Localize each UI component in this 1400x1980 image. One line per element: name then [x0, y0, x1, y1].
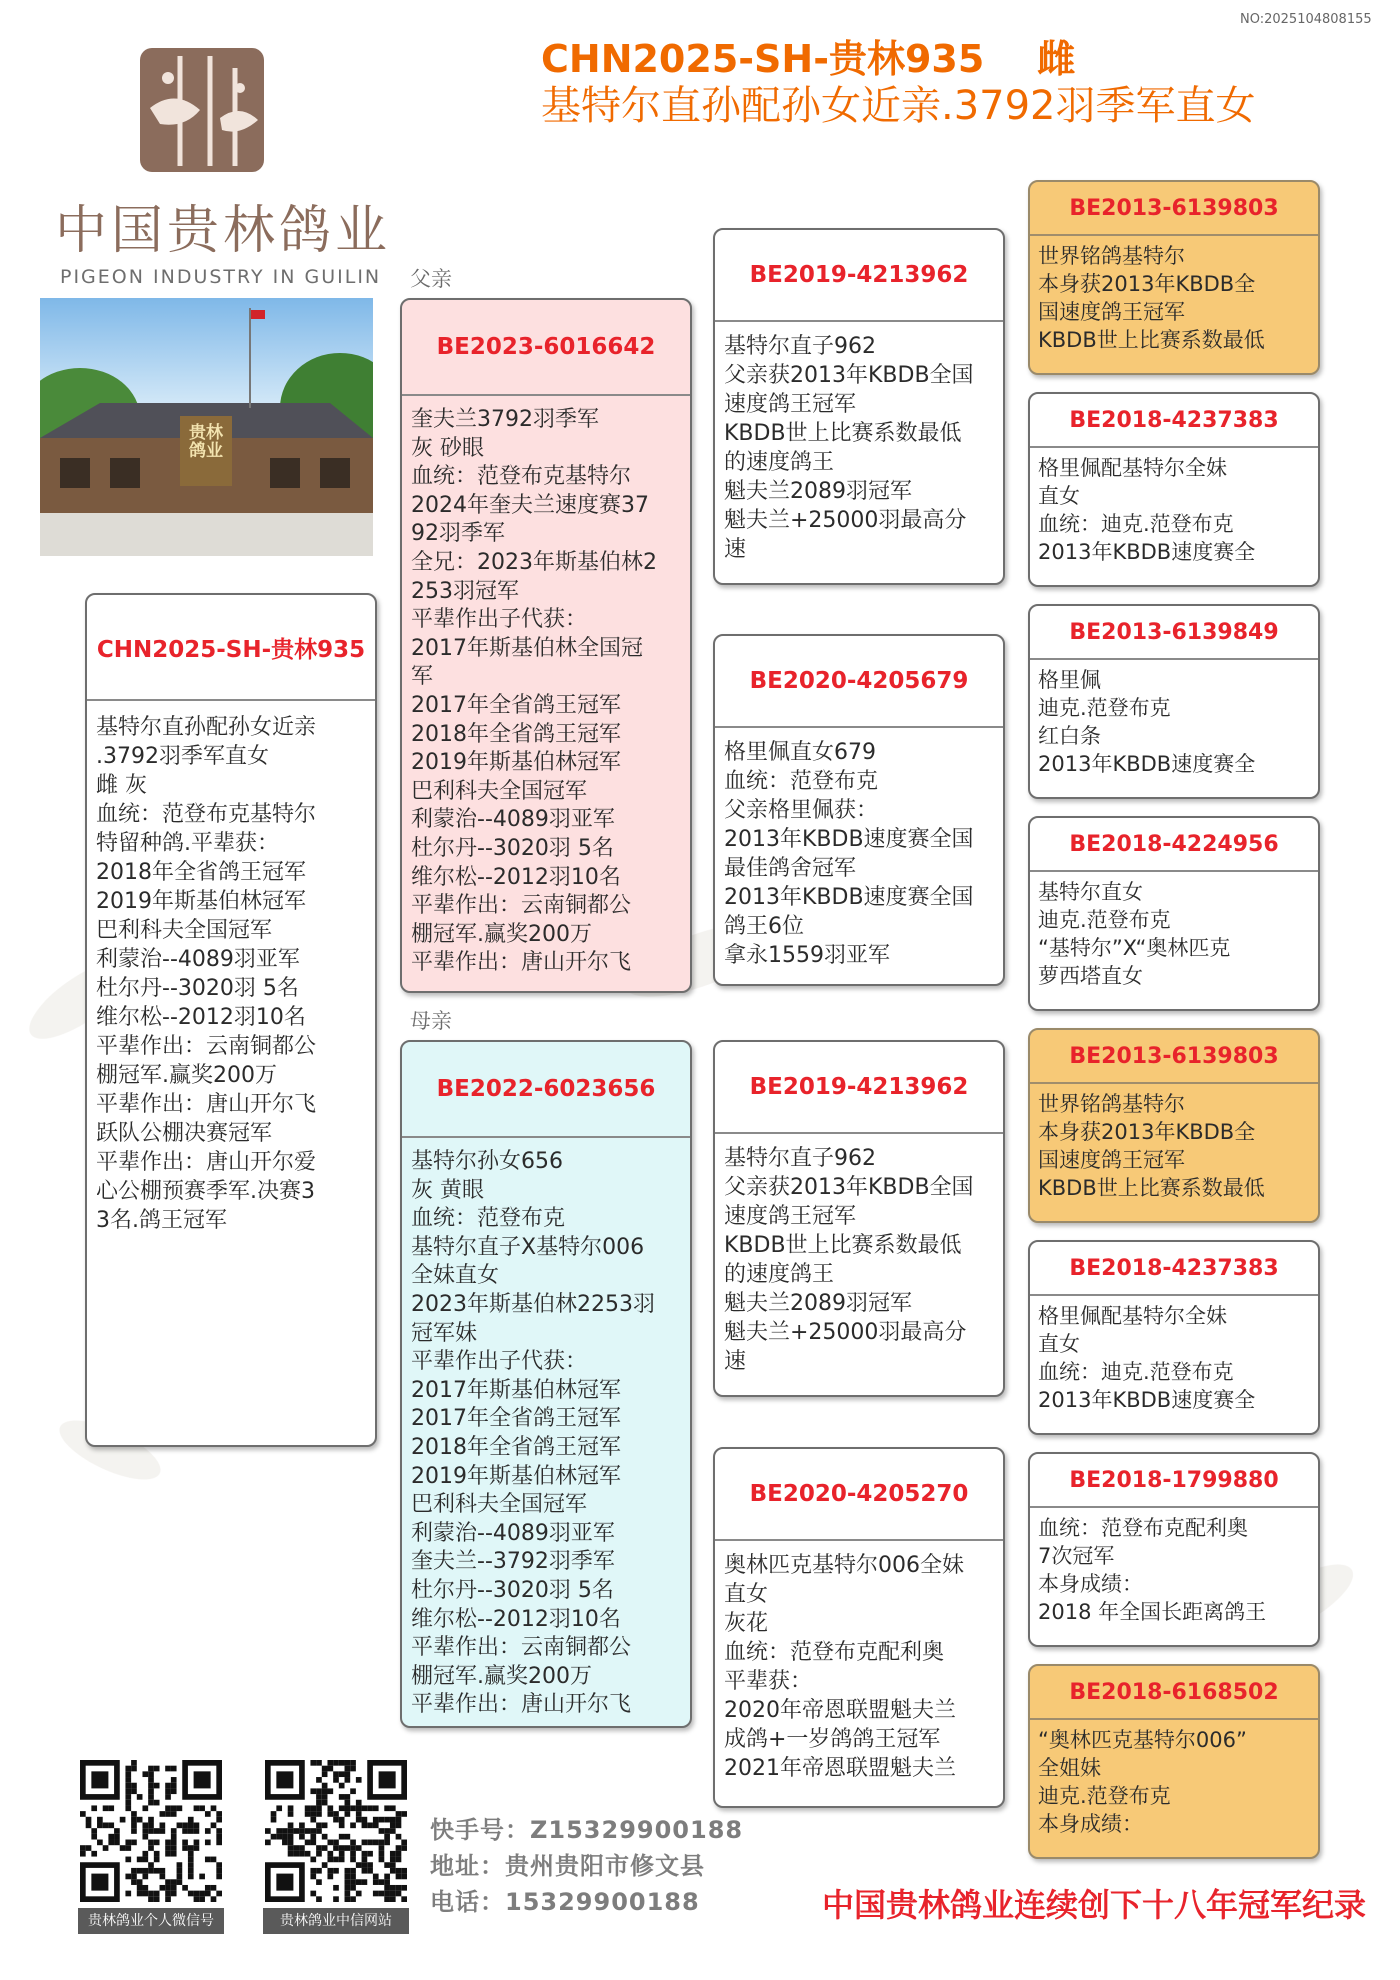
great-grandparent-details	[1030, 1296, 1318, 1414]
detail-line: 利蒙治--4089羽亚军	[411, 1520, 615, 1546]
detail-line: 最佳鸽舍冠军	[724, 856, 857, 881]
detail-line: 平辈作出：唐山开尔飞	[411, 950, 632, 976]
phone: 电话：15329900188	[430, 1888, 700, 1916]
detail-line: 巴利科夫全国冠军	[411, 1492, 588, 1518]
detail-line: 杜尔丹--3020羽 5名	[411, 835, 614, 861]
detail-line: 2017年全省鸽王冠军	[411, 1406, 621, 1432]
grandparent-card	[713, 1447, 1005, 1808]
detail-line: 平辈作出：唐山开尔爱	[96, 1150, 317, 1175]
detail-line: 成鸽+一岁鸽鸽王冠军	[724, 1727, 941, 1752]
detail-line: 基特尔直女	[1038, 880, 1143, 904]
detail-line: 利蒙治--4089羽亚军	[411, 807, 615, 833]
great-grandparent-details	[1030, 660, 1318, 778]
detail-line: 鸽王6位	[724, 914, 804, 939]
detail-line: 维尔松--2012羽10名	[411, 1606, 621, 1632]
great-grandparent-ring: BE2013-6139803	[1030, 1030, 1318, 1084]
great-grandparent-card	[1028, 1028, 1320, 1223]
grandparent-ring: BE2019-4213962	[715, 1042, 1003, 1134]
detail-line: 世界铭鸽基特尔	[1038, 1092, 1185, 1116]
father-label: 父亲	[410, 267, 452, 291]
qr-code-icon[interactable]	[265, 1760, 407, 1902]
detail-line: 2018 年全国长距离鸽王	[1038, 1600, 1267, 1624]
detail-line: 父亲格里佩获：	[724, 798, 879, 823]
detail-line: 格里佩配基特尔全妹	[1038, 1304, 1227, 1328]
brand-name-cn: 中国贵林鸽业	[55, 201, 392, 261]
detail-line: 红白条	[1038, 724, 1101, 748]
detail-line: 血统：范登布克配利奥	[724, 1640, 945, 1665]
detail-line: 92羽季军	[411, 521, 505, 547]
great-grandparent-details	[1030, 236, 1318, 354]
detail-line: 基特尔直子X基特尔006	[411, 1234, 645, 1260]
detail-line: KBDB世上比赛系数最低	[1038, 1176, 1265, 1200]
detail-line: 冠军妹	[411, 1320, 478, 1346]
grandparent-details	[715, 1134, 1003, 1376]
detail-line: 奎夫兰--3792羽季军	[411, 1549, 615, 1575]
great-grandparent-details	[1030, 872, 1318, 990]
great-grandparent-card	[1028, 1452, 1320, 1647]
detail-line: 萝西塔直女	[1038, 964, 1143, 988]
detail-line: 格里佩	[1038, 668, 1101, 692]
detail-line: 特留种鸽.平辈获：	[96, 831, 279, 856]
document-number: NO:2025104808155	[1240, 12, 1372, 27]
detail-line: 平辈作出：云南铜都公	[96, 1034, 317, 1059]
mother-label: 母亲	[410, 1009, 452, 1033]
detail-line: 平辈作出子代获：	[411, 607, 588, 633]
detail-line: 杜尔丹--3020羽 5名	[411, 1577, 614, 1603]
great-grandparent-ring: BE2018-4237383	[1030, 1242, 1318, 1296]
detail-line: 棚冠军.赢奖200万	[411, 921, 592, 947]
detail-line: 2018年全省鸽王冠军	[411, 721, 621, 747]
grandparent-ring: BE2020-4205679	[715, 636, 1003, 728]
detail-line: “奥林匹克基特尔006”	[1038, 1728, 1247, 1752]
detail-line: 巴利科夫全国冠军	[96, 918, 273, 943]
address: 地址：贵州贵阳市修文县	[430, 1852, 705, 1880]
great-grandparent-card	[1028, 1664, 1320, 1859]
detail-line: 灰 黄眼	[411, 1177, 484, 1203]
detail-line: 2019年斯基伯林冠军	[96, 889, 306, 914]
detail-line: 2017年斯基伯林全国冠	[411, 635, 643, 661]
detail-line: .3792羽季军直女	[96, 744, 269, 769]
detail-line: 国速度鸽王冠军	[1038, 1148, 1185, 1172]
detail-line: 的速度鸽王	[724, 1262, 835, 1287]
detail-line: 棚冠军.赢奖200万	[96, 1063, 277, 1088]
great-grandparent-card	[1028, 392, 1320, 587]
detail-line: 2020年帝恩联盟魁夫兰	[724, 1698, 956, 1723]
detail-line: 血统：范登布克基特尔	[96, 802, 317, 827]
detail-line: 基特尔直子962	[724, 334, 876, 359]
detail-line: 2018年全省鸽王冠军	[96, 860, 306, 885]
detail-line: 基特尔直子962	[724, 1146, 876, 1171]
mother-ring: BE2022-6023656	[402, 1042, 690, 1138]
bird-branch-logo	[140, 48, 264, 172]
detail-line: KBDB世上比赛系数最低	[724, 1233, 962, 1258]
great-grandparent-ring: BE2018-6168502	[1030, 1666, 1318, 1720]
great-grandparent-card	[1028, 1240, 1320, 1435]
grandparent-ring: BE2019-4213962	[715, 230, 1003, 322]
kuaishou-id: 快手号：Z15329900188	[430, 1816, 744, 1844]
mother-details	[402, 1138, 690, 1720]
detail-line: 2017年斯基伯林冠军	[411, 1377, 621, 1403]
great-grandparent-ring: BE2018-4237383	[1030, 394, 1318, 448]
detail-line: 2013年KBDB速度赛全	[1038, 540, 1256, 564]
detail-line: 魁夫兰+25000羽最高分	[724, 1320, 967, 1345]
great-grandparent-ring: BE2018-1799880	[1030, 1454, 1318, 1508]
grandparent-details	[715, 322, 1003, 564]
detail-line: 2024年奎夫兰速度赛37	[411, 492, 649, 518]
detail-line: 直女	[724, 1582, 769, 1607]
detail-line: KBDB世上比赛系数最低	[1038, 328, 1265, 352]
detail-line: KBDB世上比赛系数最低	[724, 421, 962, 446]
building-photo	[40, 298, 373, 556]
detail-line: 2013年KBDB速度赛全国	[724, 885, 974, 910]
page-title: CHN2025-SH-贵林935 雌	[541, 37, 1076, 81]
great-grandparent-ring: BE2013-6139803	[1030, 182, 1318, 236]
great-grandparent-card	[1028, 604, 1320, 799]
detail-line: 迪克.范登布克	[1038, 696, 1171, 720]
detail-line: 本身获2013年KBDB全	[1038, 272, 1256, 296]
detail-line: 灰 砂眼	[411, 435, 484, 461]
qr-caption-wechat: 贵林鸽业个人微信号	[78, 1908, 224, 1934]
detail-line: 速	[724, 1349, 747, 1374]
detail-line: 全妹直女	[411, 1263, 500, 1289]
detail-line: 杜尔丹--3020羽 5名	[96, 976, 299, 1001]
great-grandparent-details	[1030, 1720, 1318, 1838]
detail-line: 魁夫兰2089羽冠军	[724, 1291, 912, 1316]
detail-line: 灰花	[724, 1611, 769, 1636]
detail-line: 血统：范登布克	[411, 1206, 566, 1232]
detail-line: 世界铭鸽基特尔	[1038, 244, 1185, 268]
detail-line: 拿永1559羽亚军	[724, 943, 890, 968]
detail-line: 本身成绩：	[1038, 1812, 1143, 1836]
detail-line: 的速度鸽王	[724, 450, 835, 475]
great-grandparent-details	[1030, 448, 1318, 566]
detail-line: 253羽冠军	[411, 578, 519, 604]
detail-line: 平辈作出：云南铜都公	[411, 1635, 632, 1661]
detail-line: 格里佩配基特尔全妹	[1038, 456, 1227, 480]
grandparent-details	[715, 1541, 1003, 1783]
father-ring: BE2023-6016642	[402, 300, 690, 396]
detail-line: 奥林匹克基特尔006全妹	[724, 1553, 964, 1578]
great-grandparent-ring: BE2013-6139849	[1030, 606, 1318, 660]
detail-line: 本身成绩：	[1038, 1572, 1143, 1596]
detail-line: 平辈获：	[724, 1669, 813, 1694]
detail-line: 格里佩直女679	[724, 740, 876, 765]
detail-line: 全姐妹	[1038, 1756, 1101, 1780]
brand-name-en: PIGEON INDUSTRY IN GUILIN	[60, 266, 382, 288]
detail-line: 本身获2013年KBDB全	[1038, 1120, 1256, 1144]
detail-line: 魁夫兰+25000羽最高分	[724, 508, 967, 533]
detail-line: 维尔松--2012羽10名	[411, 864, 621, 890]
detail-line: 平辈作出子代获：	[411, 1349, 588, 1375]
detail-line: 利蒙治--4089羽亚军	[96, 947, 300, 972]
subject-details	[87, 701, 375, 1235]
detail-line: 2017年全省鸽王冠军	[411, 692, 621, 718]
detail-line: 2013年KBDB速度赛全国	[724, 827, 974, 852]
detail-line: “基特尔”X“奥林匹克	[1038, 936, 1231, 960]
great-grandparent-details	[1030, 1508, 1318, 1626]
detail-line: 基特尔孙女656	[411, 1149, 563, 1174]
grandparent-card	[713, 228, 1005, 585]
contact-info	[430, 1812, 743, 1920]
great-grandparent-card	[1028, 180, 1320, 375]
detail-line: 维尔松--2012羽10名	[96, 1005, 306, 1030]
building-sign: 贵林鸽业	[189, 423, 223, 461]
qr-code-icon[interactable]	[80, 1760, 222, 1902]
detail-line: 2019年斯基伯林冠军	[411, 1463, 621, 1489]
great-grandparent-card	[1028, 816, 1320, 1011]
great-grandparent-details	[1030, 1084, 1318, 1202]
detail-line: 平辈作出：唐山开尔飞	[96, 1092, 317, 1117]
detail-line: 速	[724, 537, 747, 562]
detail-line: 魁夫兰2089羽冠军	[724, 479, 912, 504]
detail-line: 军	[411, 664, 434, 690]
great-grandparent-ring: BE2018-4224956	[1030, 818, 1318, 872]
detail-line: 7次冠军	[1038, 1544, 1115, 1568]
detail-line: 父亲获2013年KBDB全国	[724, 363, 974, 388]
detail-line: 国速度鸽王冠军	[1038, 300, 1185, 324]
qr-caption-website: 贵林鸽业中信网站	[263, 1908, 409, 1934]
detail-line: 跃队公棚决赛冠军	[96, 1121, 273, 1146]
grandparent-card	[713, 1040, 1005, 1397]
detail-line: 血统：迪克.范登布克	[1038, 1360, 1234, 1384]
detail-line: 血统：迪克.范登布克	[1038, 512, 1234, 536]
detail-line: 2018年全省鸽王冠军	[411, 1434, 621, 1460]
detail-line: 直女	[1038, 484, 1080, 508]
detail-line: 2019年斯基伯林冠军	[411, 750, 621, 776]
father-details	[402, 396, 690, 978]
grandparent-ring: BE2020-4205270	[715, 1449, 1003, 1541]
grandparent-card	[713, 634, 1005, 986]
detail-line: 速度鸽王冠军	[724, 392, 857, 417]
detail-line: 迪克.范登布克	[1038, 1784, 1171, 1808]
detail-line: 棚冠军.赢奖200万	[411, 1663, 592, 1689]
detail-line: 2013年KBDB速度赛全	[1038, 752, 1256, 776]
detail-line: 3名.鸽王冠军	[96, 1208, 227, 1233]
subject-card	[85, 593, 377, 1447]
detail-line: 迪克.范登布克	[1038, 908, 1171, 932]
detail-line: 奎夫兰3792羽季军	[411, 407, 599, 432]
detail-line: 基特尔直孙配孙女近亲	[96, 715, 317, 740]
detail-line: 血统：范登布克	[724, 769, 879, 794]
detail-line: 全兄：2023年斯基伯林2	[411, 549, 657, 575]
subject-ring: CHN2025-SH-贵林935	[87, 595, 375, 701]
detail-line: 2021年帝恩联盟魁夫兰	[724, 1756, 956, 1781]
mother-card	[400, 1040, 692, 1728]
father-card	[400, 298, 692, 993]
detail-line: 2023年斯基伯林2253羽	[411, 1291, 655, 1317]
detail-line: 雌 灰	[96, 773, 147, 798]
detail-line: 心公棚预赛季军.决赛3	[96, 1179, 315, 1204]
detail-line: 父亲获2013年KBDB全国	[724, 1175, 974, 1200]
detail-line: 血统：范登布克配利奥	[1038, 1516, 1248, 1540]
detail-line: 平辈作出：云南铜都公	[411, 893, 632, 919]
page-subtitle: 基特尔直孙配孙女近亲.3792羽季军直女	[541, 83, 1256, 129]
detail-line: 巴利科夫全国冠军	[411, 778, 588, 804]
detail-line: 直女	[1038, 1332, 1080, 1356]
footer-slogan: 中国贵林鸽业连续创下十八年冠军纪录	[822, 1886, 1367, 1924]
detail-line: 平辈作出：唐山开尔飞	[411, 1692, 632, 1718]
detail-line: 2013年KBDB速度赛全	[1038, 1388, 1256, 1412]
grandparent-details	[715, 728, 1003, 970]
detail-line: 血统：范登布克基特尔	[411, 464, 632, 490]
detail-line: 速度鸽王冠军	[724, 1204, 857, 1229]
